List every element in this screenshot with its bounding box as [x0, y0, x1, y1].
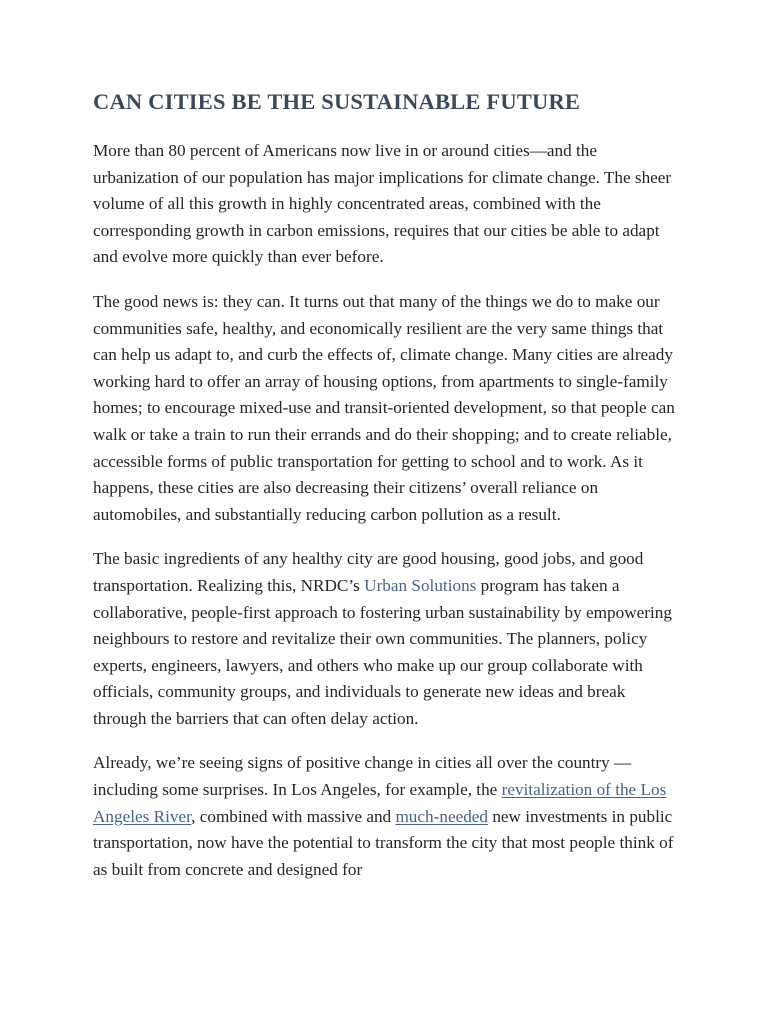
paragraph-4-text-start: Already, we’re seeing signs of positive change in cities all over the country —including some surprises. In Los Angeles, for example, the — [93, 753, 632, 800]
paragraph-1: More than 80 percent of Americans now live in or around cities—and the urbanization of our population has major implications for climate change. The sheer volume of all this growth in highly concentrated areas, combined with the corresponding growth in carbon emissions, requires that our cities be able to adapt and evolve more quickly than ever before. — [93, 141, 672, 267]
paragraph-4-text-middle: , combined with massive and — [191, 806, 396, 826]
paragraph-3-text-end: program has taken a collaborative, people-first approach to fostering urban sustainability by empowering neighbours to restore and revitalize their own communities. The planners, policy experts, engineers, lawyers, and others who make up our group collaborate with officials, community groups, and individuals to generate new ideas and break through the barriers that can often delay action. — [93, 575, 672, 728]
paragraph-2: The good news is: they can. It turns out that many of the things we do to make our communities safe, healthy, and economically resilient are the very same things that can help us adapt to, and curb the effects of, climate change. Many cities are already working hard to offer an array of housing options, from apartments to single-family homes; to encourage mixed-use and transit-oriented development, so that people can walk or take a train to run their errands and do their shopping; and to create reliable, accessible forms of public transportation for getting to school and to work. As it happens, these cities are also decreasing their citizens’ overall reliance on automobiles, and substantially reducing carbon pollution as a result. — [93, 291, 675, 524]
paragraph-3-text-start: The basic ingredients of any healthy city are good housing, good jobs, and good transportation. Realizing this, NRDC’s — [93, 549, 644, 595]
la-river-revitalization-link[interactable]: revitalization of the Los Angeles River — [93, 780, 667, 826]
much-needed-link[interactable]: much-needed — [395, 806, 489, 826]
article-title: CAN CITIES BE THE SUSTAINABLE FUTURE — [93, 89, 581, 114]
paragraph-4-text-end: new investments in public transportation, now have the potential to transform the city that most people think of as built from concrete and designed for — [93, 806, 674, 879]
urban-solutions-link[interactable]: Urban Solutions — [364, 575, 477, 595]
article — [93, 86, 683, 901]
paragraph-4 — [93, 750, 683, 883]
paragraph-3 — [93, 546, 683, 732]
